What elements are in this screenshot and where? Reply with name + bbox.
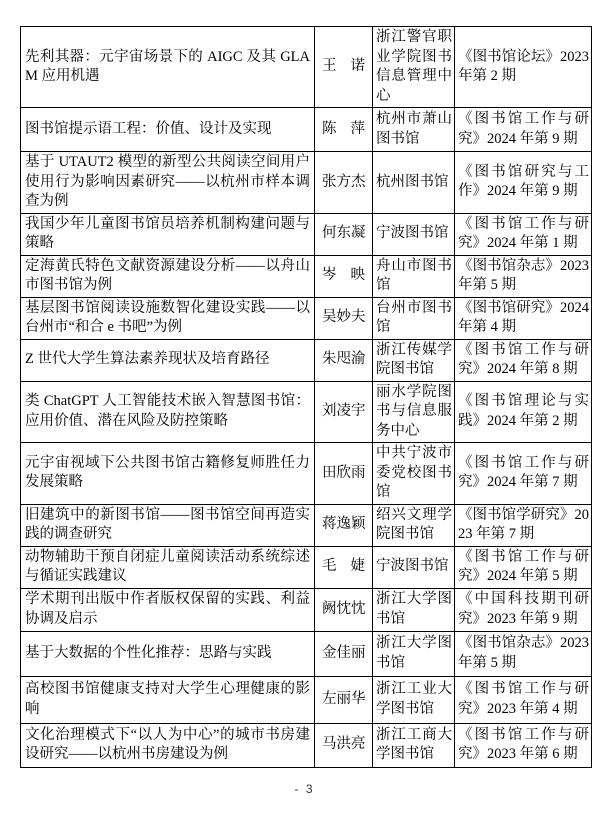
article-title: 文化治理模式下“以人为中心”的城市书房建设研究——以杭州书房建设为例 [21,723,315,767]
article-title: 类 ChatGPT 人工智能技术嵌入智慧图书馆：应用价值、潜在风险及防控策略 [21,381,315,443]
table-row [21,27,592,108]
article-affiliation: 浙江工商大学图书馆 [373,723,455,767]
article-journal: 《图书馆工作与研究》2024 年第 5 期 [455,546,592,588]
article-author: 左丽华 [315,676,373,723]
article-affiliation: 浙江大学图书馆 [373,588,455,631]
article-journal: 《图书馆杂志》2023 年第 5 期 [455,631,592,676]
table-row [21,213,592,255]
article-affiliation: 浙江警官职业学院图书信息管理中心 [373,27,455,108]
article-affiliation: 浙江工业大学图书馆 [373,676,455,723]
table-row [21,631,592,676]
table-row [21,381,592,443]
article-author: 岑 映 [315,255,373,297]
table-row [21,504,592,546]
article-title: 定海黄氏特色文献资源建设分析——以舟山市图书馆为例 [21,255,315,297]
article-affiliation: 杭州图书馆 [373,152,455,214]
article-journal: 《图书馆论坛》2023 年第 2 期 [455,27,592,108]
page-number: - 3 [294,782,315,796]
article-author: 朱咫渝 [315,339,373,381]
table-row [21,108,592,152]
article-author: 王 诺 [315,27,373,108]
article-title: 动物辅助干预自闭症儿童阅读活动系统综述与循证实践建议 [21,546,315,588]
article-affiliation: 浙江大学图书馆 [373,631,455,676]
article-title: 图书馆提示语工程：价值、设计及实现 [21,108,315,152]
article-author: 田欣雨 [315,443,373,505]
article-title: 元宇宙视域下公共图书馆古籍修复师胜任力发展策略 [21,443,315,505]
article-journal: 《图书馆研究》2024 年第 4 期 [455,297,592,339]
article-title: 高校图书馆健康支持对大学生心理健康的影响 [21,676,315,723]
article-affiliation: 宁波图书馆 [373,546,455,588]
table-row [21,339,592,381]
article-journal: 《图书馆杂志》2023 年第 5 期 [455,255,592,297]
article-author: 蒋逸颖 [315,504,373,546]
article-author: 金佳丽 [315,631,373,676]
table-row [21,588,592,631]
article-author: 张方杰 [315,152,373,214]
table-row [21,255,592,297]
article-author: 刘凌宇 [315,381,373,443]
article-affiliation: 宁波图书馆 [373,213,455,255]
table-row [21,676,592,723]
table-row [21,297,592,339]
article-title: 学术期刊出版中作者版权保留的实践、利益协调及启示 [21,588,315,631]
article-journal: 《图书馆工作与研究》2024 年第 8 期 [455,339,592,381]
article-title: Z 世代大学生算法素养现状及培育路径 [21,339,315,381]
article-journal: 《图书馆工作与研究》2024 年第 7 期 [455,443,592,505]
article-title: 基于大数据的个性化推荐：思路与实践 [21,631,315,676]
article-author: 陈 萍 [315,108,373,152]
article-author: 何东凝 [315,213,373,255]
article-title: 基层图书馆阅读设施数智化建设实践——以台州市“和合 e 书吧”为例 [21,297,315,339]
article-affiliation: 中共宁波市委党校图书馆 [373,443,455,505]
article-affiliation: 绍兴文理学院图书馆 [373,504,455,546]
article-author: 吴妙夫 [315,297,373,339]
article-journal: 《图书馆工作与研究》2024 年第 9 期 [455,108,592,152]
article-affiliation: 舟山市图书馆 [373,255,455,297]
article-title: 旧建筑中的新图书馆——图书馆空间再造实践的调查研究 [21,504,315,546]
table-row [21,443,592,505]
article-journal: 《中国科技期刊研究》2023 年第 9 期 [455,588,592,631]
article-affiliation: 丽水学院图书与信息服务中心 [373,381,455,443]
article-author: 毛 婕 [315,546,373,588]
article-author: 马洪亮 [315,723,373,767]
article-title: 基于 UTAUT2 模型的新型公共阅读空间用户使用行为影响因素研究——以杭州市样本调查为例 [21,152,315,214]
publications-table [20,26,592,768]
article-journal: 《图书馆工作与研究》2023 年第 4 期 [455,676,592,723]
article-affiliation: 台州市图书馆 [373,297,455,339]
article-journal: 《图书馆研究与工作》2024 年第 9 期 [455,152,592,214]
article-title: 先利其器：元宇宙场景下的 AIGC 及其 GLAM 应用机遇 [21,27,315,108]
table-row [21,546,592,588]
article-journal: 《图书馆工作与研究》2024 年第 1 期 [455,213,592,255]
table-row [21,152,592,214]
article-journal: 《图书馆工作与研究》2023 年第 6 期 [455,723,592,767]
article-title: 我国少年儿童图书馆员培养机制构建问题与策略 [21,213,315,255]
article-affiliation: 杭州市萧山图书馆 [373,108,455,152]
article-author: 阙忱忱 [315,588,373,631]
article-journal: 《图书馆学研究》2023 年第 7 期 [455,504,592,546]
table-row [21,723,592,767]
article-journal: 《图书馆理论与实践》2024 年第 2 期 [455,381,592,443]
article-affiliation: 浙江传媒学院图书馆 [373,339,455,381]
